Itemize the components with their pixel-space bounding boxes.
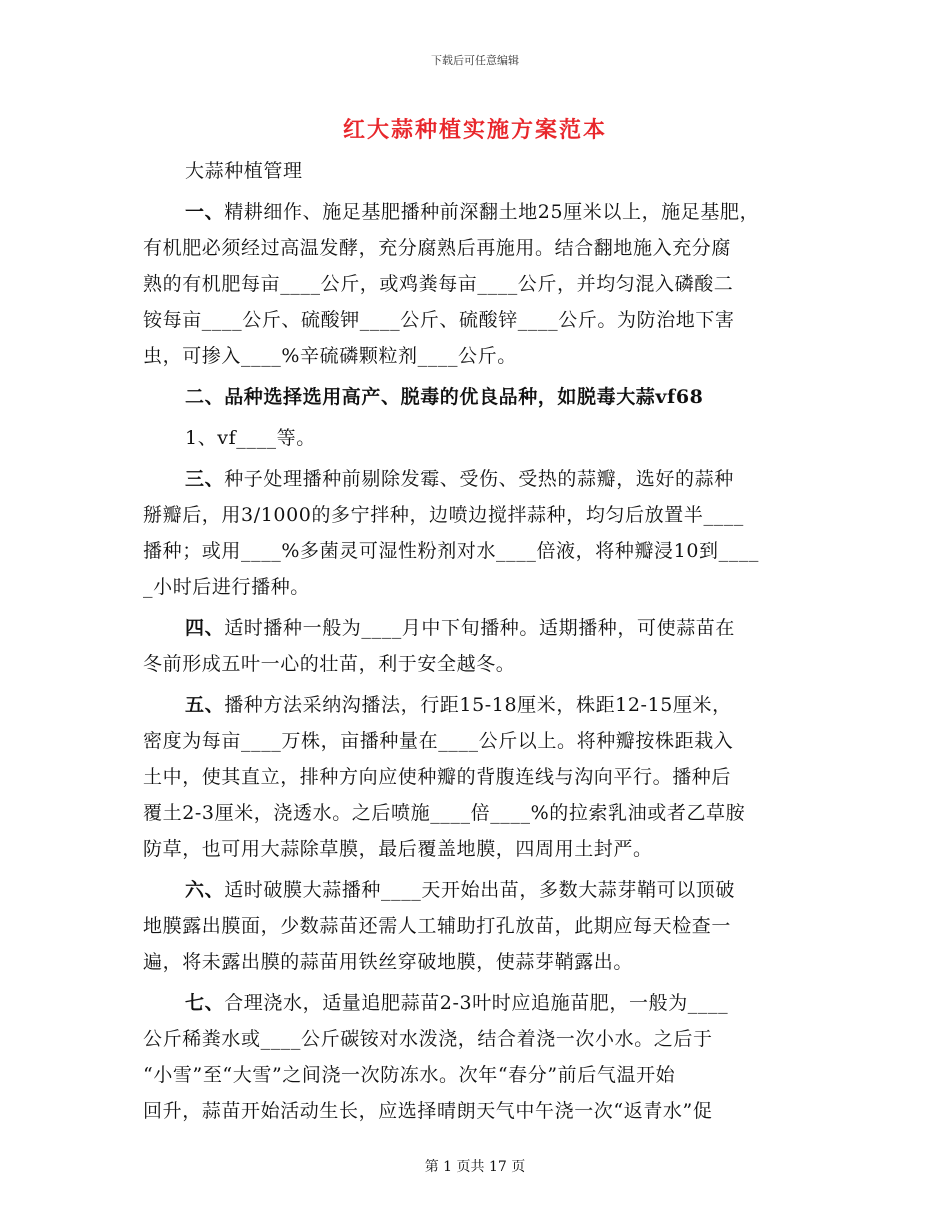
item-number: 六、 xyxy=(185,879,225,901)
item-number: 一、 xyxy=(185,201,225,223)
paragraph-line: 虫，可掺入____%辛硫磷颗粒剂____公斤。 xyxy=(143,345,517,367)
line-text: 合理浇水，适量追肥蒜苗2-3叶时应追施苗肥，一般为____ xyxy=(224,992,729,1014)
paragraph-line: 覆土2-3厘米，浇透水。之后喷施____倍____%的拉索乳油或者乙草胺 xyxy=(143,802,746,824)
paragraph-line: 掰瓣后，用3/1000的多宁拌种，边喷边搅拌蒜种，均匀后放置半____ xyxy=(143,504,744,526)
paragraph-line xyxy=(143,985,811,1021)
header-note: 下载后可任意编辑 xyxy=(431,54,519,67)
line-text: 播种方法采纳沟播法，行距15-18厘米，株距12-15厘米， xyxy=(224,694,732,716)
paragraph-line: _小时后进行播种。 xyxy=(143,576,310,598)
paragraph-line: 防草，也可用大蒜除草膜，最后覆盖地膜，四周用土封严。 xyxy=(143,838,653,860)
item-number: 五、 xyxy=(185,694,225,716)
line-text: 精耕细作、施足基肥播种前深翻土地25厘米以上，施足基肥， xyxy=(224,201,760,223)
bold-heading-line: 二、品种选择选用高产、脱毒的优良品种，如脱毒大蒜vf68 xyxy=(185,386,704,408)
paragraph-line: 铵每亩____公斤、硫酸钾____公斤、硫酸锌____公斤。为防治地下害 xyxy=(143,309,735,331)
paragraph-line: 有机肥必须经过高温发酵，充分腐熟后再施用。结合翻地施入充分腐 xyxy=(143,237,732,259)
line-text: 适时播种一般为____月中下旬播种。适期播种，可使蒜苗在 xyxy=(224,617,736,639)
paragraph-line: 公斤稀粪水或____公斤碳铵对水泼浇，结合着浇一次小水。之后于 xyxy=(143,1028,713,1050)
paragraph-line xyxy=(143,610,811,646)
line-text: 适时破膜大蒜播种____天开始出苗，多数大蒜芽鞘可以顶破 xyxy=(224,879,736,901)
page-footer: 第 1 页共 17 页 xyxy=(424,1159,526,1175)
paragraph-line: “小雪”至“大雪”之间浇一次防冻水。次年“春分”前后气温开始 xyxy=(143,1064,676,1086)
paragraph-line: 密度为每亩____万株，亩播种量在____公斤以上。将种瓣按株距栽入 xyxy=(143,730,734,752)
paragraph-line xyxy=(143,872,811,908)
paragraph-line: 土中，使其直立，排种方向应使种瓣的背腹连线与沟向平行。播种后 xyxy=(143,766,732,788)
document-body xyxy=(143,153,811,1129)
paragraph-line: 遍，将未露出膜的蒜苗用铁丝穿破地膜，使蒜芽鞘露出。 xyxy=(143,951,634,973)
paragraph-line xyxy=(143,687,811,723)
item-number: 三、 xyxy=(185,468,225,490)
paragraph-line: 回升，蒜苗开始活动生长，应选择晴朗天气中午浇一次“返青水”促 xyxy=(143,1100,713,1122)
line-text: 种子处理播种前剔除发霉、受伤、受热的蒜瓣，选好的蒜种 xyxy=(224,468,734,490)
paragraph-line: 地膜露出膜面，少数蒜苗还需人工辅助打孔放苗，此期应每天检查一 xyxy=(143,915,732,937)
section-heading: 大蒜种植管理 xyxy=(185,160,303,182)
item-number: 四、 xyxy=(185,617,225,639)
document-title: 红大蒜种植实施方案范本 xyxy=(342,118,607,143)
paragraph-line: 熟的有机肥每亩____公斤，或鸡粪每亩____公斤，并均匀混入磷酸二 xyxy=(143,273,734,295)
paragraph-line: 1、vf____等。 xyxy=(185,427,316,449)
paragraph-line: 冬前形成五叶一心的壮苗，利于安全越冬。 xyxy=(143,653,516,675)
item-number: 七、 xyxy=(185,992,225,1014)
paragraph-line xyxy=(143,194,811,230)
paragraph-line xyxy=(143,461,811,497)
paragraph-line: 播种；或用____%多菌灵可湿性粉剂对水____倍液，将种瓣浸10到____ xyxy=(143,540,760,562)
